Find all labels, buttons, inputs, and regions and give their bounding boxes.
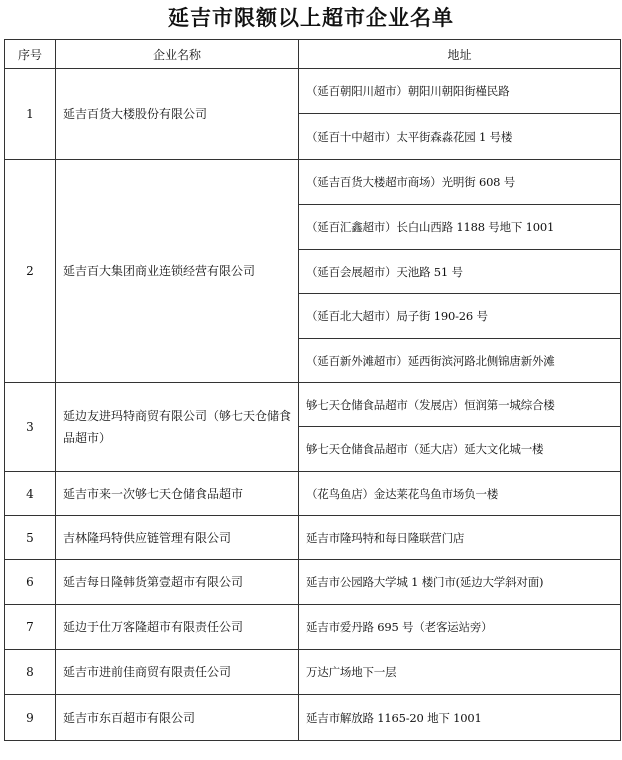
address-cell: （延百新外滩超市）延西街滨河路北侧锦唐新外滩 (299, 339, 621, 383)
table-row (5, 650, 621, 695)
supermarket-table (4, 39, 621, 741)
header-name: 企业名称 (56, 40, 299, 69)
row-number: 8 (5, 650, 56, 695)
address-cell: 延吉市公园路大学城 1 楼门市(延边大学斜对面) (299, 560, 621, 605)
table-row (5, 69, 621, 114)
address-cell: （延百十中超市）太平街森淼花园 1 号楼 (299, 114, 621, 160)
company-name: 延吉市进前佳商贸有限责任公司 (56, 650, 299, 695)
company-name: 延边于仕万客隆超市有限责任公司 (56, 605, 299, 650)
address-cell: （延吉百货大楼超市商场）光明街 608 号 (299, 160, 621, 205)
address-cell: 延吉市解放路 1165-20 地下 1001 (299, 695, 621, 741)
table-header-row (5, 40, 621, 69)
row-number: 5 (5, 516, 56, 560)
address-cell: （延百汇鑫超市）长白山西路 1188 号地下 1001 (299, 205, 621, 250)
address-cell: 够七天仓储食品超市（延大店）延大文化城一楼 (299, 427, 621, 472)
company-name: 吉林隆玛特供应链管理有限公司 (56, 516, 299, 560)
address-cell: （花鸟鱼店）金达莱花鸟鱼市场负一楼 (299, 472, 621, 516)
table-row (5, 516, 621, 560)
address-cell: 够七天仓储食品超市（发展店）恒润第一城综合楼 (299, 383, 621, 427)
page-title: 延吉市限额以上超市企业名单 (168, 6, 454, 30)
address-cell: （延百会展超市）天池路 51 号 (299, 250, 621, 294)
table-row (5, 383, 621, 427)
row-number: 2 (5, 160, 56, 383)
address-cell: 延吉市爱丹路 695 号（老客运站旁） (299, 605, 621, 650)
row-number: 9 (5, 695, 56, 741)
row-number: 6 (5, 560, 56, 605)
company-name: 延吉百大集团商业连锁经营有限公司 (56, 160, 299, 383)
table-row (5, 695, 621, 741)
company-name: 延吉市东百超市有限公司 (56, 695, 299, 741)
company-name: 延吉百货大楼股份有限公司 (56, 69, 299, 160)
row-number: 3 (5, 383, 56, 472)
row-number: 4 (5, 472, 56, 516)
company-name: 延吉市来一次够七天仓储食品超市 (56, 472, 299, 516)
row-number: 1 (5, 69, 56, 160)
header-no: 序号 (5, 40, 56, 69)
header-address: 地址 (299, 40, 621, 69)
address-cell: （延百北大超市）局子街 190-26 号 (299, 294, 621, 339)
company-name: 延吉每日隆韩货第壹超市有限公司 (56, 560, 299, 605)
table-row (5, 605, 621, 650)
table-row (5, 160, 621, 205)
row-number: 7 (5, 605, 56, 650)
address-cell: 万达广场地下一层 (299, 650, 621, 695)
table-row (5, 472, 621, 516)
company-name: 延边友进玛特商贸有限公司（够七天仓储食品超市） (56, 383, 299, 472)
address-cell: （延百朝阳川超市）朝阳川朝阳街槿民路 (299, 69, 621, 114)
table-row (5, 560, 621, 605)
address-cell: 延吉市隆玛特和每日隆联营门店 (299, 516, 621, 560)
